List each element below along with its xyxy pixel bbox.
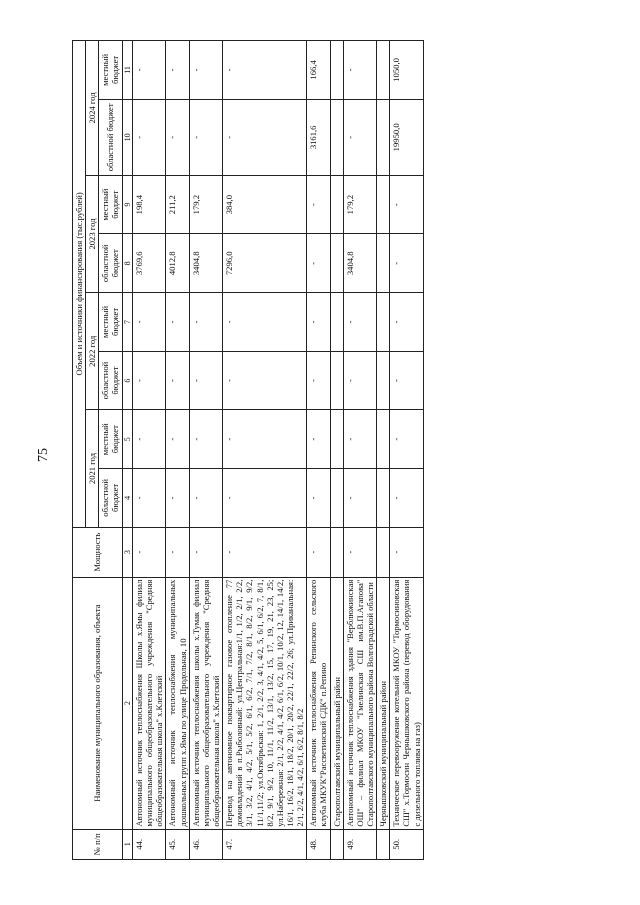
value-cell: - [390,469,423,528]
value-cell: - [343,410,376,469]
row-number: 47. [223,829,307,859]
value-cell: - [166,410,189,469]
volume-header: Объем и источники финансирования (тыс.рублей) [73,41,86,528]
capacity-cell: - [343,527,376,577]
value-cell: - [189,410,222,469]
regional-budget-header: областной бюджет [99,99,122,175]
value-cell: 384,0 [223,175,307,234]
regional-budget-header: областной бюджет [99,234,122,293]
table-row [133,41,166,860]
column-index: 11 [122,41,132,100]
year-2021-header: 2021 год [86,410,99,527]
value-cell: - [133,293,166,352]
object-name: Автономный источник теплоснабжения Репинского сельского клуба МКУК"Рассветинский СДК" п.Репино [307,577,330,829]
table-row [223,41,307,860]
value-cell: 7296,0 [223,234,307,293]
value-cell: - [307,234,330,293]
year-2022-header: 2022 год [86,293,99,410]
page-number: 75 [36,448,51,462]
row-number: 45. [166,829,189,859]
financing-table [72,40,424,860]
column-index: 1 [122,829,132,859]
value-cell: - [133,410,166,469]
value-cell: - [189,293,222,352]
column-index: 9 [122,175,132,234]
table-row [189,41,222,860]
value-cell: - [307,175,330,234]
capacity-cell: - [390,527,423,577]
col-name-header: Наименование муниципального образования, объекта [73,577,123,829]
value-cell: - [223,351,307,410]
value-cell: 3404,8 [189,234,222,293]
column-index: 7 [122,293,132,352]
value-cell: 19950,0 [390,99,423,175]
value-cell: - [343,469,376,528]
value-cell: - [133,99,166,175]
table-row [343,41,376,860]
value-cell: - [390,234,423,293]
table-row [390,41,423,860]
year-2023-header: 2023 год [86,175,99,292]
value-cell: - [133,351,166,410]
row-number: 49. [343,829,376,859]
column-index: 4 [122,469,132,528]
value-cell: - [166,99,189,175]
object-name: Автономный источник теплоснабжения муниципальных дошкольных групп х.Ямы по улице Продольная, 10 [166,577,189,829]
value-cell: 3404,8 [343,234,376,293]
value-cell: - [223,469,307,528]
value-cell: - [307,469,330,528]
value-cell: 166,4 [307,41,330,100]
object-name: Автономный источник теплоснабжения здания "Верблюжинская ОШ" – филиал МКОУ "Гмелинская СШ им.В.П.Агапова" Старополтавского муниципального района Волгоградской области [343,577,376,829]
value-cell: - [223,41,307,100]
object-name: Перевод на автономное поквартирное газовое отопление 77 домовладений в п.Рыболовный: ул.Центральная:1/1, 1/2, 2/1, 2/2, 3/1, 3/2, 4/1, 4/2, 5/1, 5/2, 6/1, 6/2, 7/1, 7/2, 8/1, 8/2, 9/1, 9/2, 11/1,11/2; ул.Октябрьская: 1, 2/1, 2/2, 3, 4/1, 4/2, 5, 6/1, 6/2, 7, 8/1, 8/2, 9/1, 9/2, 10, 11/1, 11/2, 13/1, 13/2, 15, 17, 19, 21, 23, 25; ул.Набережная: 2/1, 2/2, 4/1, 4/2, 6/1, 6/2, 10/1, 10/2, 12, 14/1, 14/2, 16/1, 16/2, 18/1, 18/2, 20/1, 20/2, 22/1, 22/2, 26; ул.Приканальная: 2/1, 2/2, 4/1, 4/2, 6/1, 6/2, 8/1, 8/2 [223,577,307,829]
district-row [330,41,343,860]
value-cell: - [166,293,189,352]
object-name: Автономный источник теплоснабжения Школы х.Ямы филиал муниципального общеобразовательного учреждения "Средняя общеобразовательная школа" х.Клетский [133,577,166,829]
value-cell: - [133,41,166,100]
value-cell: - [166,351,189,410]
value-cell: - [390,175,423,234]
value-cell: - [390,293,423,352]
row-number: 46. [189,829,222,859]
column-index: 3 [122,527,132,577]
value-cell: - [189,99,222,175]
rotated-page [72,40,552,860]
district-name: Старополтавский муниципальный район [330,577,343,829]
capacity-cell: - [307,527,330,577]
value-cell: - [343,351,376,410]
capacity-cell: - [133,527,166,577]
value-cell: - [133,469,166,528]
column-index: 10 [122,99,132,175]
table-row [307,41,330,860]
value-cell: - [343,99,376,175]
value-cell: 3769,6 [133,234,166,293]
local-budget-header: местный бюджет [99,41,122,100]
value-cell: 1050,0 [390,41,423,100]
value-cell: - [223,99,307,175]
value-cell: - [166,41,189,100]
value-cell: 3161,6 [307,99,330,175]
value-cell: 198,4 [133,175,166,234]
value-cell: 179,2 [343,175,376,234]
object-name: Техническое перевооружение котельной МКОУ "Тормосиновская СШ" х.Тормосин Чернышковского района (перевод оборудования с дизельного топлива на газ) [390,577,423,829]
value-cell: - [390,410,423,469]
value-cell: - [343,41,376,100]
regional-budget-header: областной бюджет [99,469,122,528]
district-row [377,41,390,860]
col-capacity-header: Мощность [73,527,123,577]
district-name: Чернышковский муниципальный район [377,577,390,829]
value-cell: - [390,351,423,410]
row-number: 48. [307,829,330,859]
value-cell: 211,2 [166,175,189,234]
object-name: Автономный источник теплоснабжения школы х.Тумак филиал муниципального общеобразовательного учреждения "Средняя общеобразовательная школа" х.Клетский [189,577,222,829]
row-number: 50. [390,829,423,859]
value-cell: 4012,8 [166,234,189,293]
value-cell: - [189,41,222,100]
value-cell: - [189,469,222,528]
year-2024-header: 2024 год [86,41,99,176]
column-index-row [122,41,132,860]
local-budget-header: местный бюджет [99,410,122,469]
table-row [166,41,189,860]
col-number-header: № п/п [73,829,123,859]
value-cell: - [189,351,222,410]
local-budget-header: местный бюджет [99,293,122,352]
capacity-cell: - [223,527,307,577]
row-number: 44. [133,829,166,859]
regional-budget-header: областной бюджет [99,351,122,410]
column-index: 6 [122,351,132,410]
local-budget-header: местный бюджет [99,175,122,234]
value-cell: - [307,351,330,410]
value-cell: 179,2 [189,175,222,234]
capacity-cell: - [189,527,222,577]
value-cell: - [223,293,307,352]
value-cell: - [307,293,330,352]
column-index: 5 [122,410,132,469]
column-index: 8 [122,234,132,293]
value-cell: - [307,410,330,469]
column-index: 2 [122,577,132,829]
value-cell: - [166,469,189,528]
value-cell: - [343,293,376,352]
value-cell: - [223,410,307,469]
capacity-cell: - [166,527,189,577]
